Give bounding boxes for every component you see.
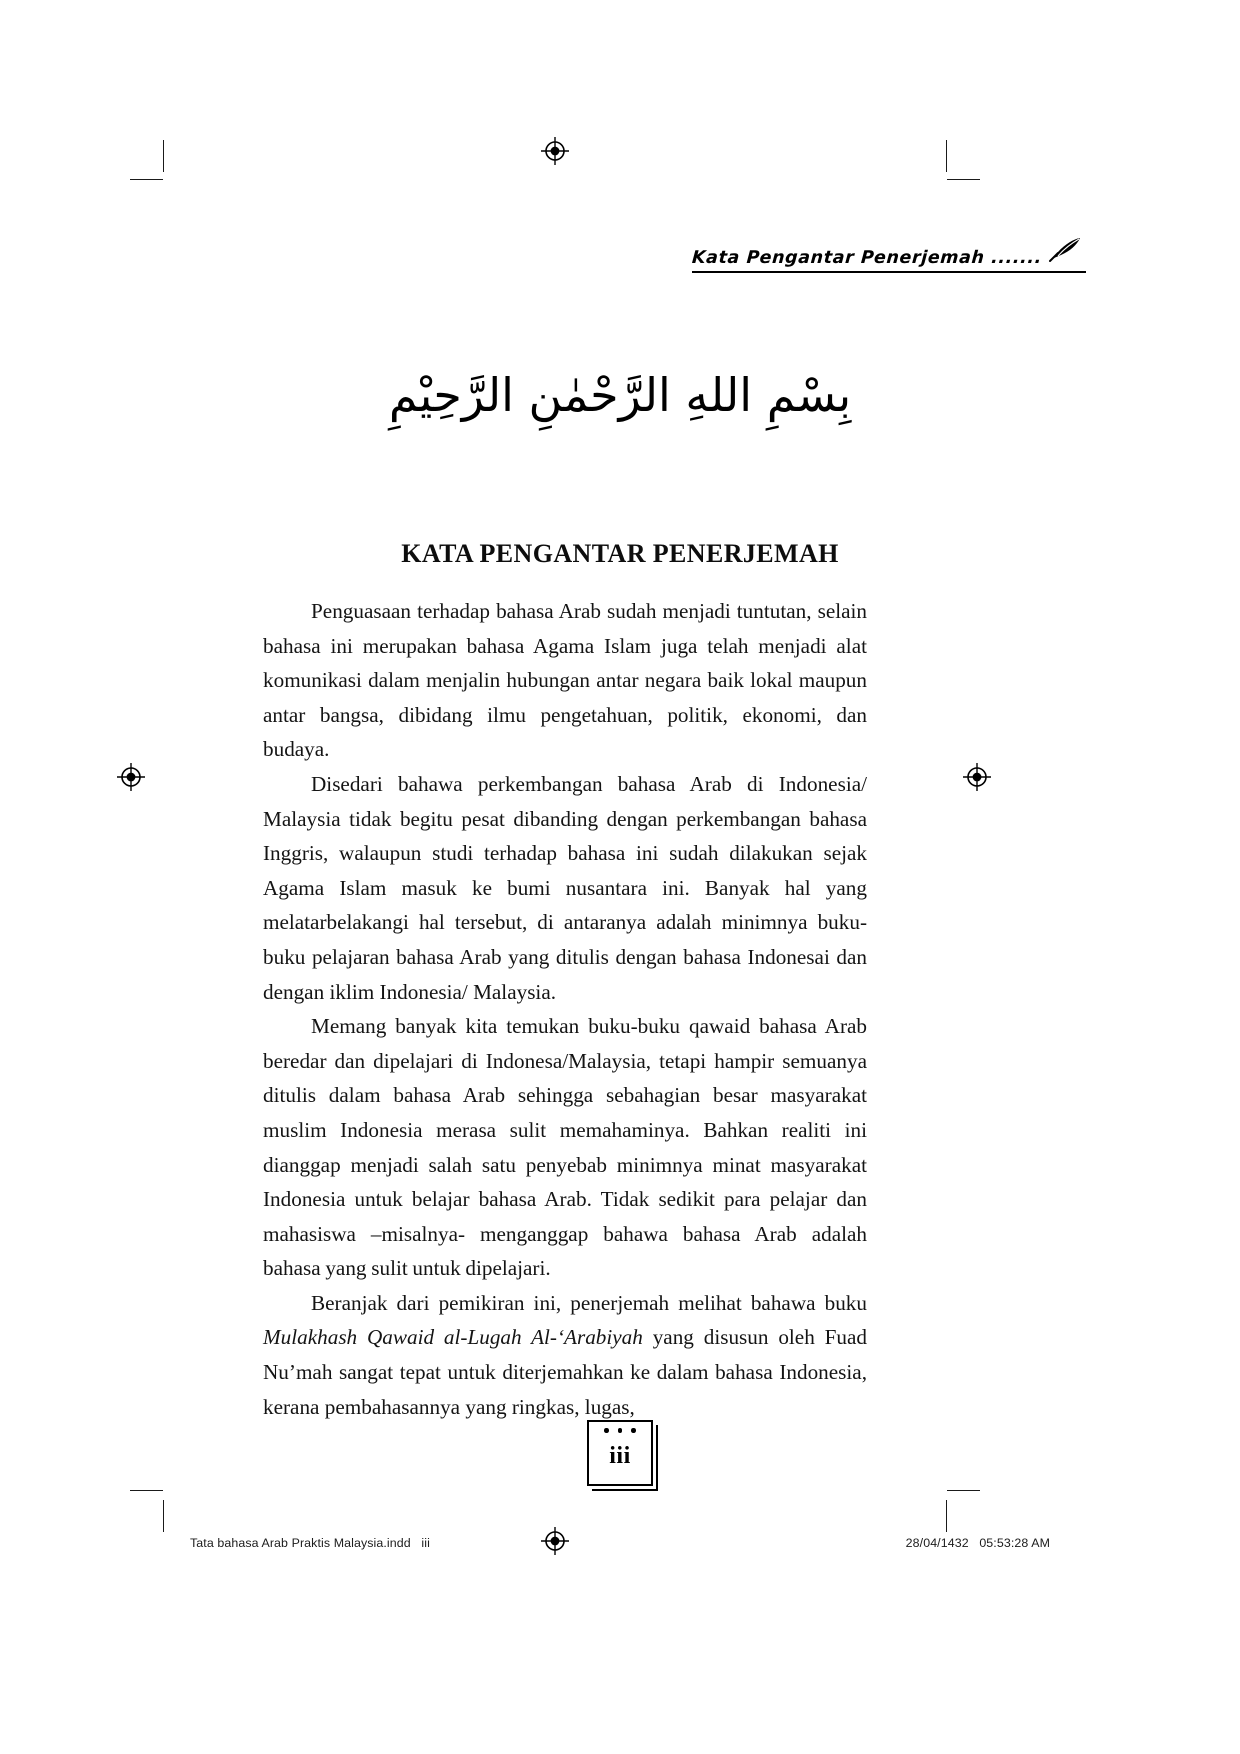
paragraph-4 [263, 1286, 867, 1424]
paragraph-1: Penguasaan terhadap bahasa Arab sudah menjadi tuntutan, selain bahasa ini merupakan bahasa Agama Islam juga telah menjadi alat komunikasi dalam menjalin hubungan antar negara baik lokal maupun antar bangsa, dibidang ilmu pengetahuan, politik, ekonomi, dan budaya. [263, 599, 867, 762]
registration-mark-top [541, 137, 569, 165]
page-number-badge [587, 1420, 653, 1486]
slug-filename: Tata bahasa Arab Praktis Malaysia.indd iii [190, 1536, 430, 1550]
folio-area [0, 1420, 1240, 1486]
running-header-rule [692, 271, 1086, 273]
body-text [263, 594, 867, 1424]
paragraph-2: Disedari bahawa perkembangan bahasa Arab di Indonesia/ Malaysia tidak begitu pesat dibanding dengan perkembangan bahasa Inggris, walaupun studi terhadap bahasa ini sudah dilakukan sejak Agama Islam masuk ke bumi nusantara ini. Banyak hal yang melatarbelakangi hal tersebut, di antaranya adalah minimnya buku-buku pelajaran bahasa Arab yang ditulis dengan bahasa Indonesai dan dengan iklim Indonesia/ Malaysia. [263, 771, 867, 1004]
slug-timestamp: 28/04/1432 05:53:28 AM [905, 1536, 1050, 1550]
running-header-text: Kata Pengantar Penerjemah ....... [691, 248, 1043, 268]
bismillah-calligraphy: بِسْمِ اللهِ الرَّحْمٰنِ الرَّحِيْمِ [388, 368, 852, 422]
quill-pen-icon [1048, 236, 1082, 267]
registration-mark-left [117, 763, 145, 791]
crop-mark-bottom-right [946, 1490, 980, 1532]
page-title: KATA PENGANTAR PENERJEMAH [401, 539, 839, 569]
registration-mark-right [963, 763, 991, 791]
crop-mark-top-right [946, 140, 980, 180]
running-header [692, 236, 1082, 268]
paragraph-4-tail: yang disusun oleh Fuad Nu’mah sangat tepat untuk diterjemahkan ke dalam bahasa Indonesia, kerana pembahasannya yang ringkas, lugas, [263, 1325, 868, 1419]
page-number: iii [609, 1443, 631, 1469]
paragraph-4-lead: Beranjak dari pemikiran ini, penerjemah melihat bahawa buku [311, 1290, 867, 1315]
print-slug [190, 1536, 1050, 1550]
crop-mark-bottom-left [130, 1490, 164, 1532]
paragraph-3: Memang banyak kita temukan buku-buku qawaid bahasa Arab beredar dan dipelajari di Indonesa/Malaysia, tetapi hampir semuanya ditulis dalam bahasa Arab sehingga sebahagian besar masyarakat muslim Indonesia merasa sulit memahaminya. Bahkan realiti ini dianggap menjadi salah satu penyebab minimnya minat masyarakat Indonesia untuk belajar bahasa Arab. Tidak sedikit para pelajar dan mahasiswa –misalnya- menganggap bahawa bahasa Arab adalah bahasa yang sulit untuk dipelajari. [263, 1014, 867, 1281]
crop-mark-top-left [130, 140, 164, 180]
notepad-dots-icon [589, 1428, 651, 1433]
book-title-italic: Mulakhash Qawaid al-Lugah Al-‘Arabiyah [263, 1325, 643, 1350]
